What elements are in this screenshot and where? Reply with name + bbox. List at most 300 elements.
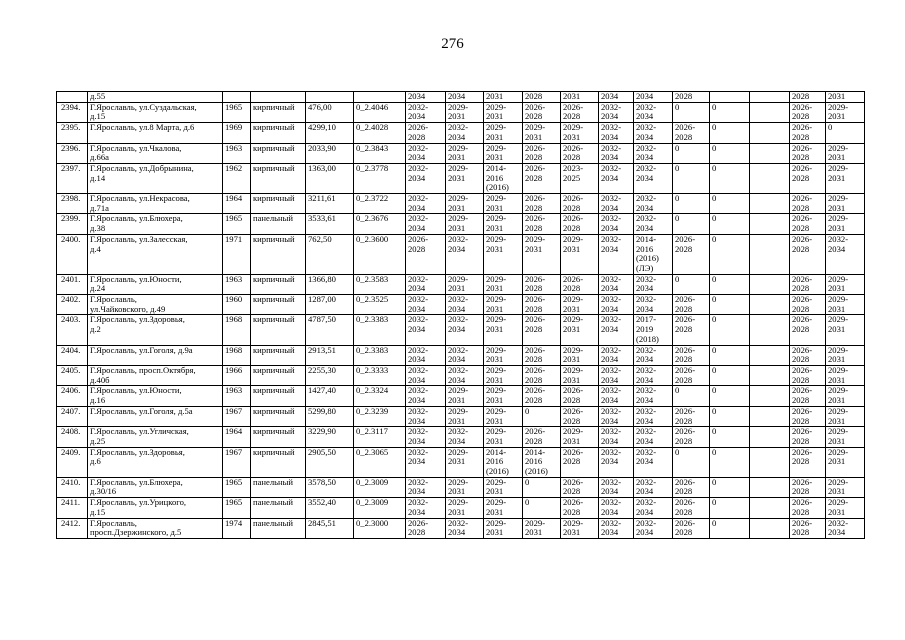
cell-text: 2029- (563, 365, 584, 375)
period-cell (484, 123, 523, 143)
cell-text: 2028 (792, 374, 810, 385)
row-number-cell (57, 345, 88, 365)
cell-text: 2031 (486, 202, 504, 213)
period-cell (826, 365, 865, 385)
cell-text: 2031 (486, 506, 504, 517)
period-cell (673, 102, 710, 122)
period-cell (673, 214, 710, 234)
period-cell (710, 123, 750, 143)
cell-text: 0 (525, 477, 530, 487)
cell-text: 2026- (563, 385, 584, 396)
cell-text: 2031 (828, 152, 846, 163)
cell-text: 2026- (563, 213, 584, 224)
cell-text: 0 (712, 294, 717, 305)
table-row (57, 214, 865, 234)
cell-text: 2034 (408, 324, 426, 335)
cell-text: 0 (525, 497, 530, 508)
period-cell (790, 143, 826, 163)
cell-text: 2032- (636, 497, 657, 508)
cell-text: 2029- (486, 497, 507, 508)
cell-text: Г.Ярославль, ул.8 Марта, д.6 (90, 122, 195, 133)
cell-text: 2029- (828, 143, 849, 153)
period-cell (446, 92, 484, 103)
cell-text: 0 (675, 143, 680, 153)
period-cell (561, 406, 599, 426)
wall-material-cell (251, 143, 306, 163)
cell-text: 2032- (601, 477, 622, 487)
cell-text: 2032- (601, 385, 622, 396)
period-cell (790, 498, 826, 518)
period-cell (790, 345, 826, 365)
cell-text: 2029- (828, 477, 849, 487)
period-cell (750, 315, 790, 345)
cell-text: 2026- (525, 274, 546, 284)
period-cell (406, 518, 446, 538)
cell-text: 2031 (486, 435, 504, 446)
cell-text: 0 (712, 345, 717, 355)
cell-text: 2031 (486, 303, 504, 314)
cell-text: 2034 (448, 243, 466, 254)
period-cell (406, 123, 446, 143)
cell-text: 2028 (792, 91, 810, 101)
period-cell (561, 92, 599, 103)
cell-text: панельный (253, 213, 294, 224)
row-number-cell (57, 214, 88, 234)
wall-material-cell (251, 295, 306, 315)
cell-text: 5299,80 (308, 406, 336, 416)
cell-text: 2034 (636, 111, 654, 122)
period-cell (599, 234, 634, 274)
cell-text: 762,50 (308, 234, 332, 244)
cell-text: 2032- (448, 518, 469, 528)
period-cell (790, 365, 826, 385)
cell-text: 2034 (636, 283, 654, 294)
period-cell (406, 234, 446, 274)
cell-text: 2032- (408, 365, 429, 375)
period-cell (673, 518, 710, 538)
cell-text: 2032- (601, 497, 622, 508)
cell-text: 2031 (486, 131, 504, 142)
period-cell (750, 102, 790, 122)
address-cell (88, 498, 223, 518)
area-cell (306, 447, 354, 477)
cell-text: 2026- (563, 102, 584, 112)
cell-text: 1967 (225, 406, 243, 416)
cell-text: Г.Ярославль, ул.Гоголя, д.9а (90, 345, 193, 355)
cell-text: 2032- (636, 518, 657, 528)
code-cell (354, 234, 406, 274)
cell-text: 2406. (61, 385, 81, 396)
cell-text: 2028 (563, 111, 581, 122)
cell-text: (ЛЭ) (636, 262, 654, 273)
year-cell (223, 214, 251, 234)
cell-text: 2034 (601, 202, 619, 213)
cell-text: 2031 (448, 506, 466, 517)
cell-text: 2032- (636, 213, 657, 224)
period-cell (790, 447, 826, 477)
period-cell (634, 498, 673, 518)
cell-text: 2034 (636, 395, 654, 406)
period-cell (750, 386, 790, 406)
period-cell (750, 406, 790, 426)
code-cell (354, 143, 406, 163)
area-cell (306, 345, 354, 365)
cell-text: 2029- (448, 274, 469, 284)
cell-text: 2031 (486, 111, 504, 122)
cell-text: 2032- (601, 365, 622, 375)
period-cell (599, 163, 634, 193)
cell-text: 2029- (486, 143, 507, 153)
cell-text: 2034 (601, 435, 619, 446)
period-cell (750, 447, 790, 477)
cell-text: 2031 (828, 172, 846, 183)
cell-text: ул.Чайковского, д.49 (90, 303, 166, 314)
row-number-cell (57, 92, 88, 103)
cell-text: 2032- (408, 385, 429, 396)
cell-text: 2028 (675, 527, 693, 538)
cell-text: 2031 (828, 283, 846, 294)
cell-text: 0_2.3000 (356, 518, 389, 528)
cell-text: 2028 (525, 435, 543, 446)
cell-text: 2031 (448, 111, 466, 122)
period-cell (599, 518, 634, 538)
cell-text: 2031 (828, 374, 846, 385)
cell-text: 2034 (601, 486, 619, 497)
period-cell (634, 477, 673, 497)
period-cell (561, 295, 599, 315)
period-cell (710, 295, 750, 315)
year-cell (223, 194, 251, 214)
cell-text: 2029- (486, 385, 507, 396)
area-cell (306, 477, 354, 497)
cell-text: 2034 (601, 223, 619, 234)
cell-text: 2034 (408, 435, 426, 446)
cell-text: 3552,40 (308, 497, 336, 508)
period-cell (750, 274, 790, 294)
cell-text: 2026- (675, 426, 696, 437)
cell-text: 0_2.3009 (356, 497, 389, 508)
period-cell (826, 477, 865, 497)
period-cell (484, 498, 523, 518)
period-cell (561, 477, 599, 497)
cell-text: 2029- (448, 477, 469, 487)
wall-material-cell (251, 365, 306, 385)
cell-text: 1963 (225, 385, 243, 396)
cell-text: 0 (712, 385, 717, 396)
period-cell (523, 518, 561, 538)
cell-text: 2032- (601, 163, 622, 173)
period-cell (634, 315, 673, 345)
cell-text: 2032- (408, 213, 429, 224)
period-cell (484, 214, 523, 234)
period-cell (484, 143, 523, 163)
cell-text: 2034 (636, 303, 654, 314)
period-cell (750, 163, 790, 193)
period-cell (484, 447, 523, 477)
cell-text: 0 (675, 385, 680, 396)
address-cell (88, 365, 223, 385)
period-cell (599, 92, 634, 103)
cell-text: 2028 (525, 324, 543, 335)
cell-text: 2028 (525, 223, 543, 234)
code-cell (354, 386, 406, 406)
cell-text: 2032- (601, 102, 622, 112)
cell-text: 2034 (601, 111, 619, 122)
address-cell (88, 123, 223, 143)
period-cell (446, 427, 484, 447)
wall-material-cell (251, 123, 306, 143)
code-cell (354, 315, 406, 345)
cell-text: 2913,51 (308, 345, 336, 355)
period-cell (446, 345, 484, 365)
cell-text: Г.Ярославль, ул.Урицкого, (90, 497, 187, 508)
period-cell (790, 386, 826, 406)
cell-text: 2028 (525, 91, 543, 101)
period-cell (446, 386, 484, 406)
period-cell (634, 143, 673, 163)
cell-text: 2029- (448, 497, 469, 508)
code-cell (354, 518, 406, 538)
period-cell (750, 345, 790, 365)
cell-text: 2026- (525, 213, 546, 224)
cell-text: 2026- (563, 497, 584, 508)
cell-text: 2029- (486, 234, 507, 244)
cell-text: д.25 (90, 435, 106, 446)
cell-text: (2016) (636, 253, 659, 264)
cell-text: 2029- (828, 426, 849, 437)
cell-text: 2014- (486, 163, 507, 173)
cell-text: 2028 (525, 172, 543, 183)
cell-text: 1287,00 (308, 294, 336, 305)
cell-text: 2026- (525, 314, 546, 325)
cell-text: 2031 (486, 223, 504, 234)
cell-text: 2032- (408, 294, 429, 305)
table-body (57, 92, 865, 539)
cell-text: 2034 (636, 131, 654, 142)
period-cell (523, 102, 561, 122)
cell-text: 0_2.4028 (356, 122, 389, 133)
period-cell (673, 447, 710, 477)
period-cell (710, 498, 750, 518)
cell-text: 3211,61 (308, 193, 336, 204)
period-cell (634, 345, 673, 365)
cell-text: Г.Ярославль, ул.Блюхера, (90, 213, 183, 224)
cell-text: 0_2.3383 (356, 345, 389, 355)
cell-text: 0 (712, 234, 717, 244)
cell-text: 2031 (525, 527, 543, 538)
period-cell (790, 427, 826, 447)
wall-material-cell (251, 427, 306, 447)
year-cell (223, 234, 251, 274)
cell-text: 2029- (828, 274, 849, 284)
cell-text: 2397. (61, 163, 81, 173)
cell-text: 2034 (448, 435, 466, 446)
period-cell (599, 386, 634, 406)
address-cell (88, 518, 223, 538)
wall-material-cell (251, 518, 306, 538)
cell-text: 2032- (601, 406, 622, 416)
cell-text: кирпичный (253, 274, 295, 284)
cell-text: 0 (712, 274, 717, 284)
period-cell (406, 102, 446, 122)
cell-text: 2028 (525, 111, 543, 122)
cell-text: 0 (712, 314, 717, 325)
cell-text: 2026- (525, 345, 546, 355)
cell-text: 2028 (525, 202, 543, 213)
cell-text: 2034 (601, 152, 619, 163)
area-cell (306, 214, 354, 234)
cell-text: 2407. (61, 406, 81, 416)
code-cell (354, 194, 406, 214)
table-row (57, 365, 865, 385)
period-cell (484, 406, 523, 426)
cell-text: 2031 (486, 283, 504, 294)
cell-text: 2026- (792, 274, 813, 284)
area-cell (306, 386, 354, 406)
period-cell (523, 406, 561, 426)
year-cell (223, 143, 251, 163)
cell-text: 2034 (636, 152, 654, 163)
cell-text: 0 (675, 193, 680, 204)
cell-text: 2032- (448, 294, 469, 305)
cell-text: 2028 (525, 152, 543, 163)
cell-text: Г.Ярославль, ул.Здоровья, (90, 447, 185, 457)
cell-text: 2031 (563, 131, 581, 142)
cell-text: 2026- (675, 345, 696, 355)
year-cell (223, 518, 251, 538)
period-cell (599, 214, 634, 234)
cell-text: 2028 (525, 303, 543, 314)
cell-text: 2026- (408, 122, 429, 133)
cell-text: 2034 (601, 354, 619, 365)
cell-text: 1427,40 (308, 385, 336, 396)
period-cell (673, 274, 710, 294)
period-cell (673, 194, 710, 214)
cell-text: 2026- (675, 518, 696, 528)
table-row (57, 123, 865, 143)
period-cell (710, 234, 750, 274)
wall-material-cell (251, 194, 306, 214)
period-cell (484, 427, 523, 447)
period-cell (446, 447, 484, 477)
cell-text: панельный (253, 497, 294, 508)
period-cell (561, 123, 599, 143)
wall-material-cell (251, 477, 306, 497)
period-cell (446, 498, 484, 518)
cell-text: 2026- (563, 143, 584, 153)
period-cell (790, 315, 826, 345)
cell-text: 2031 (828, 91, 846, 101)
code-cell (354, 102, 406, 122)
period-cell (710, 518, 750, 538)
cell-text: 2016 (636, 243, 654, 254)
period-cell (790, 123, 826, 143)
cell-text: кирпичный (253, 447, 295, 457)
cell-text: 2402. (61, 294, 81, 305)
year-cell (223, 365, 251, 385)
period-cell (406, 274, 446, 294)
cell-text: 2031 (448, 395, 466, 406)
cell-text: 2032- (636, 345, 657, 355)
period-cell (710, 386, 750, 406)
cell-text: 2029- (448, 213, 469, 224)
period-cell (446, 102, 484, 122)
cell-text: 2032- (408, 426, 429, 437)
cell-text: 2016 (525, 456, 543, 467)
code-cell (354, 163, 406, 193)
cell-text: 2029- (563, 426, 584, 437)
period-cell (710, 427, 750, 447)
period-cell (484, 194, 523, 214)
cell-text: 0_2.4046 (356, 102, 389, 112)
period-cell (790, 92, 826, 103)
period-cell (561, 194, 599, 214)
cell-text: Г.Ярославль, ул.Блюхера, (90, 477, 183, 487)
table-row (57, 498, 865, 518)
period-cell (523, 345, 561, 365)
cell-text: 2031 (563, 324, 581, 335)
cell-text: 2026- (792, 294, 813, 305)
period-cell (673, 295, 710, 315)
period-cell (710, 163, 750, 193)
row-number-cell (57, 102, 88, 122)
period-cell (484, 518, 523, 538)
cell-text: 2028 (675, 131, 693, 142)
cell-text: Г.Ярославль, ул.Суздальская, (90, 102, 197, 112)
cell-text: 2032- (408, 497, 429, 508)
period-cell (790, 102, 826, 122)
cell-text: 2034 (601, 283, 619, 294)
period-cell (446, 365, 484, 385)
period-cell (634, 102, 673, 122)
period-cell (406, 143, 446, 163)
cell-text: 2034 (448, 527, 466, 538)
cell-text: 2028 (675, 374, 693, 385)
cell-text: 1965 (225, 477, 243, 487)
cell-text: 2404. (61, 345, 81, 355)
cell-text: 2029- (448, 143, 469, 153)
period-cell (484, 345, 523, 365)
cell-text: 2026- (408, 234, 429, 244)
table-row (57, 406, 865, 426)
cell-text: 2034 (601, 415, 619, 426)
table-row (57, 477, 865, 497)
cell-text: 2029- (486, 102, 507, 112)
cell-text: 2028 (563, 486, 581, 497)
cell-text: 0 (712, 447, 717, 457)
cell-text: 2028 (792, 131, 810, 142)
period-cell (826, 163, 865, 193)
cell-text: 2031 (828, 415, 846, 426)
cell-text: 2028 (563, 202, 581, 213)
cell-text: 2031 (486, 324, 504, 335)
period-cell (634, 386, 673, 406)
period-cell (484, 92, 523, 103)
address-cell (88, 92, 223, 103)
period-cell (446, 194, 484, 214)
cell-text: 2031 (486, 395, 504, 406)
cell-text: 2029- (486, 518, 507, 528)
year-cell (223, 163, 251, 193)
period-cell (826, 315, 865, 345)
cell-text: 2031 (448, 202, 466, 213)
wall-material-cell (251, 163, 306, 193)
period-cell (599, 123, 634, 143)
cell-text: 2031 (486, 354, 504, 365)
cell-text: 2028 (792, 303, 810, 314)
cell-text: 2034 (408, 486, 426, 497)
cell-text: 2032- (408, 102, 429, 112)
